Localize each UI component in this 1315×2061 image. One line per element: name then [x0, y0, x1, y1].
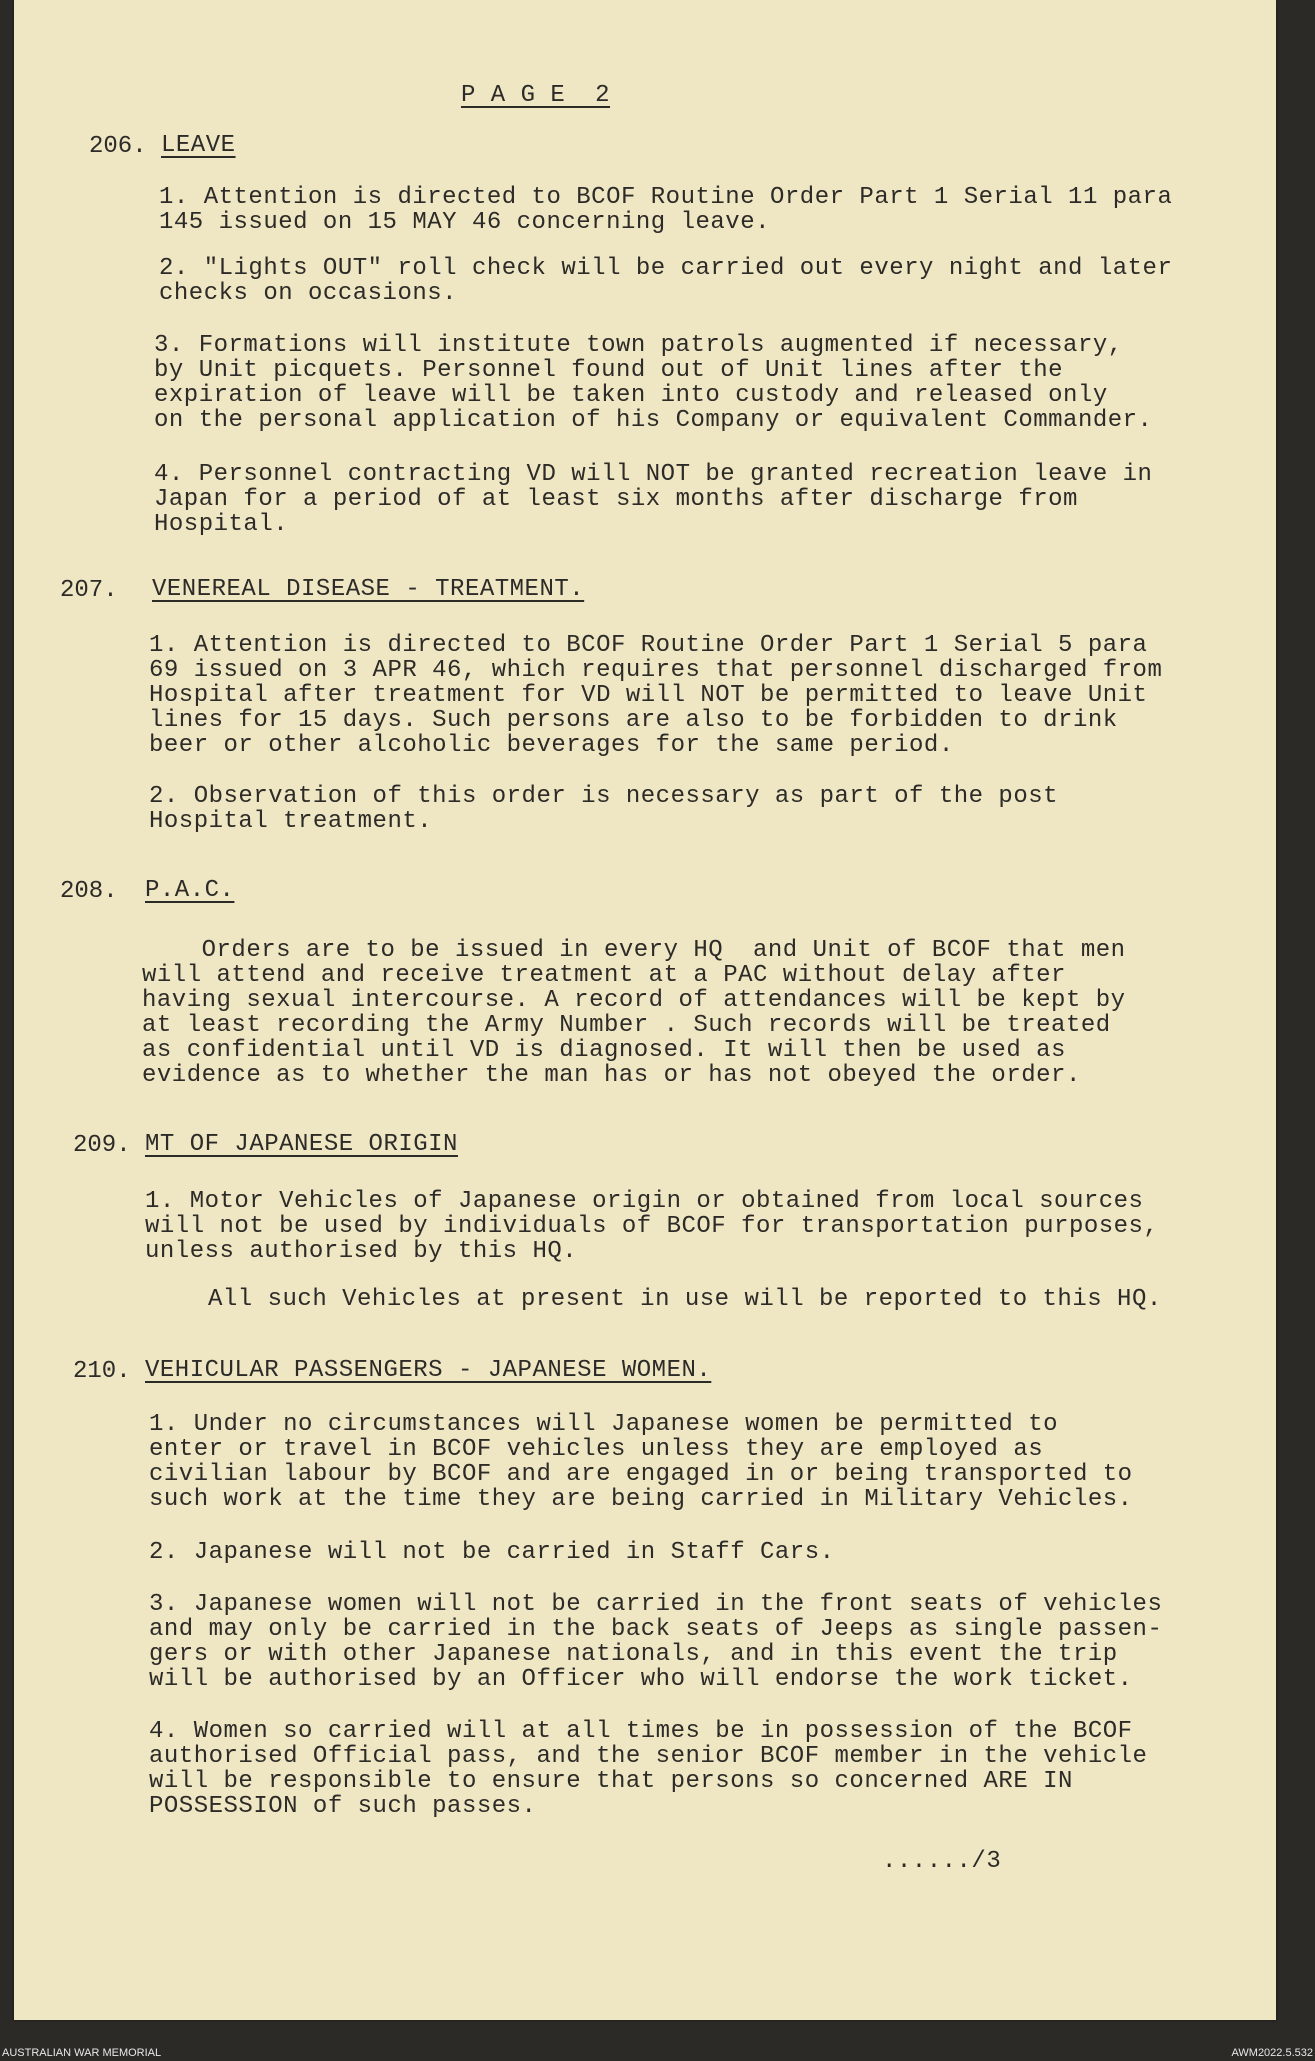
paragraph — [149, 1412, 1133, 1512]
text-line: gers or with other Japanese nationals, and in this event the trip — [149, 1641, 1118, 1668]
text-line: Orders are to be issued in every HQ and Unit of BCOF that men — [142, 937, 1126, 964]
text-line: having sexual intercourse. A record of attendances will be kept by — [142, 987, 1126, 1014]
text-line: will be authorised by an Officer who will endorse the work ticket. — [149, 1666, 1133, 1693]
text-line: Hospital after treatment for VD will NOT be permitted to leave Unit — [149, 682, 1148, 709]
paragraph — [149, 1592, 1162, 1692]
text-line: 3. Japanese women will not be carried in the front seats of vehicles — [149, 1591, 1163, 1618]
section-number: 210. — [73, 1358, 131, 1385]
paragraph — [149, 784, 1058, 834]
text-line: Hospital treatment. — [149, 808, 433, 835]
text-line: checks on occasions. — [159, 280, 458, 307]
footer-institution: AUSTRALIAN WAR MEMORIAL — [2, 2047, 162, 2059]
text-line: beer or other alcoholic beverages for the same period. — [149, 732, 954, 759]
section-number: 207. — [60, 577, 118, 604]
text-line: 2. "Lights OUT" roll check will be carried out every night and later — [159, 255, 1173, 282]
text-line: will not be used by individuals of BCOF for transportation purposes, — [145, 1213, 1159, 1240]
text-line: 1. Under no circumstances will Japanese women be permitted to — [149, 1411, 1059, 1438]
text-line: will attend and receive treatment at a PAC without delay after — [142, 962, 1066, 989]
text-line: as confidential until VD is diagnosed. It will then be used as — [142, 1037, 1066, 1064]
text-line: and may only be carried in the back seats of Jeeps as single passen- — [149, 1616, 1163, 1643]
section-heading-vehicular-passengers: VEHICULAR PASSENGERS - JAPANESE WOMEN. — [145, 1357, 712, 1384]
text-line: 145 issued on 15 MAY 46 concerning leave. — [159, 209, 770, 236]
text-line: Japan for a period of at least six months after discharge from — [154, 486, 1078, 513]
text-line: authorised Official pass, and the senior BCOF member in the vehicle — [149, 1743, 1148, 1770]
paragraph — [149, 1540, 835, 1565]
section-heading-vd-treatment: VENEREAL DISEASE - TREATMENT. — [152, 576, 585, 603]
text-line: 69 issued on 3 APR 46, which requires that personnel discharged from — [149, 657, 1163, 684]
section-number: 206. — [89, 133, 147, 160]
section-heading-pac: P.A.C. — [145, 877, 235, 904]
text-line: such work at the time they are being carried in Military Vehicles. — [149, 1486, 1133, 1513]
text-line: unless authorised by this HQ. — [145, 1238, 578, 1265]
text-line: will be responsible to ensure that persons so concerned ARE IN — [149, 1768, 1073, 1795]
text-line: civilian labour by BCOF and are engaged in or being transported to — [149, 1461, 1133, 1488]
text-line: 1. Motor Vehicles of Japanese origin or obtained from local sources — [145, 1188, 1144, 1215]
text-line: 2. Observation of this order is necessary as part of the post — [149, 783, 1059, 810]
text-line: by Unit picquets. Personnel found out of Unit lines after the — [154, 357, 1064, 384]
text-line: POSSESSION of such passes. — [149, 1793, 537, 1820]
text-line: enter or travel in BCOF vehicles unless they are employed as — [149, 1436, 1044, 1463]
section-number: 209. — [73, 1132, 131, 1159]
text-line: at least recording the Army Number . Such records will be treated — [142, 1012, 1111, 1039]
paragraph — [145, 1189, 1158, 1264]
text-line: 4. Women so carried will at all times be in possession of the BCOF — [149, 1718, 1133, 1745]
paragraph — [159, 256, 1172, 306]
text-line: 4. Personnel contracting VD will NOT be granted recreation leave in — [154, 461, 1153, 488]
text-line: lines for 15 days. Such persons are also to be forbidden to drink — [149, 707, 1118, 734]
text-line: All such Vehicles at present in use will be reported to this HQ. — [208, 1286, 1162, 1313]
paragraph — [208, 1287, 1162, 1312]
text-line: 1. Attention is directed to BCOF Routine Order Part 1 Serial 5 para — [149, 632, 1148, 659]
text-line: 3. Formations will institute town patrols augmented if necessary, — [154, 332, 1123, 359]
paragraph — [159, 185, 1172, 235]
paragraph — [142, 938, 1126, 1088]
paragraph — [154, 333, 1152, 433]
continuation-marker: ....../3 — [882, 1848, 1002, 1875]
text-line: on the personal application of his Company or equivalent Commander. — [154, 407, 1153, 434]
footer-reference: AWM2022.5.532 — [1231, 2047, 1313, 2059]
document-page — [14, 0, 1276, 2020]
page-title: P A G E 2 — [461, 82, 611, 109]
section-heading-mt-japanese-origin: MT OF JAPANESE ORIGIN — [145, 1131, 458, 1158]
text-line: 2. Japanese will not be carried in Staff Cars. — [149, 1539, 835, 1566]
text-line: 1. Attention is directed to BCOF Routine Order Part 1 Serial 11 para — [159, 184, 1173, 211]
text-line: evidence as to whether the man has or has not obeyed the order. — [142, 1062, 1081, 1089]
text-line: Hospital. — [154, 511, 289, 538]
paragraph — [149, 633, 1162, 758]
section-number: 208. — [60, 878, 118, 905]
text-line: expiration of leave will be taken into custody and released only — [154, 382, 1108, 409]
paragraph — [149, 1719, 1147, 1819]
section-heading-leave: LEAVE — [161, 132, 236, 159]
paragraph — [154, 462, 1152, 537]
